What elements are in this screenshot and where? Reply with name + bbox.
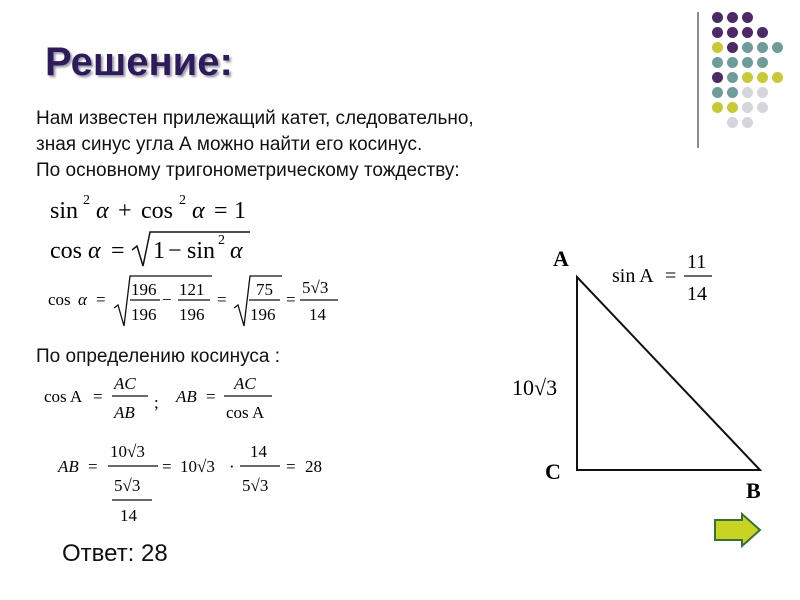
identity-alpha-2: α	[192, 198, 205, 224]
right-arrow-icon	[712, 512, 764, 552]
intro-line-1: Нам известен прилежащий катет, следовательно,	[36, 108, 474, 129]
identity-sin: sin	[50, 198, 79, 224]
abcalc-f-num: 14	[250, 442, 267, 461]
cosalpha-eq: =	[111, 238, 125, 264]
identity-eq: =	[214, 198, 228, 224]
abcalc-dot: ·	[229, 457, 235, 476]
cosalpha-alpha-2: α	[230, 238, 243, 264]
cosdef-lhs: cos A	[44, 387, 83, 406]
cosdef-sep: ;	[154, 393, 159, 412]
cosval-f3-num: 75	[256, 280, 273, 299]
cosval-f1-num: 196	[131, 280, 157, 299]
cos-definition-formula	[44, 374, 272, 422]
svg-text:=: =	[88, 457, 98, 476]
sin-a-label: sin A	[612, 265, 654, 287]
svg-text:=: =	[93, 387, 103, 406]
identity-formula	[50, 193, 246, 224]
triangle-shape	[577, 277, 760, 470]
identity-alpha-1: α	[96, 198, 109, 224]
cosdef-den: AB	[114, 403, 135, 422]
cosval-f2-den: 196	[179, 305, 205, 324]
cosval-minus: −	[162, 290, 172, 309]
side-ac-label: 10√3	[512, 375, 558, 400]
svg-text:=: =	[162, 457, 172, 476]
identity-cos: cos	[141, 198, 173, 224]
cosval-f3-den: 196	[250, 305, 276, 324]
cosalpha-one: 1	[153, 238, 165, 264]
abcalc-result: 28	[305, 457, 322, 476]
abcalc-top-num: 10√3	[110, 442, 145, 461]
abcalc-r1: 10√3	[180, 457, 215, 476]
vertex-b-label: B	[746, 478, 761, 503]
cosval-eq-1: =	[96, 290, 106, 309]
identity-one: 1	[234, 198, 246, 224]
cosdef-ab: AB	[176, 387, 197, 406]
cosval-f2-num: 121	[179, 280, 205, 299]
cosdef-ab-num: AC	[234, 374, 256, 393]
cosval-res-den: 14	[309, 305, 326, 324]
cosalpha-sin: sin	[187, 238, 216, 264]
cosval-f1-den: 196	[131, 305, 157, 324]
cosval-eq-3: =	[286, 290, 296, 309]
cosalpha-exp: 2	[218, 233, 225, 248]
cosalpha-alpha: α	[88, 238, 101, 264]
cos-alpha-formula	[50, 232, 250, 266]
slide-title: Решение:	[45, 40, 233, 84]
sin-a-num: 11	[687, 251, 707, 273]
intro-line-3: По основному тригонометрическому тождеству:	[36, 160, 460, 181]
cosval-eq-2: =	[217, 290, 227, 309]
svg-text:=: =	[665, 265, 677, 287]
ab-calculation-formula	[57, 442, 322, 525]
abcalc-ab: AB	[58, 457, 79, 476]
cosval-cos: cos	[48, 290, 71, 309]
cosdef-ab-den: cos A	[226, 403, 265, 422]
cos-value-formula	[48, 276, 338, 326]
cosalpha-minus: −	[168, 238, 182, 264]
cosval-alpha: α	[78, 290, 87, 309]
cosdef-num: AC	[114, 374, 136, 393]
next-slide-button[interactable]	[712, 512, 764, 557]
abcalc-mid-den: 14	[120, 506, 137, 525]
identity-sin-exp: 2	[83, 193, 90, 208]
cosalpha-cos: cos	[50, 238, 82, 264]
sin-a-den: 14	[687, 283, 707, 305]
vertex-a-label: A	[553, 246, 569, 271]
triangle-figure	[512, 246, 761, 503]
abcalc-f-den: 5√3	[242, 476, 269, 495]
intro-line-2: зная синус угла А можно найти его косинус.	[36, 134, 423, 155]
definition-label: По определению косинуса :	[36, 346, 280, 367]
svg-text:=: =	[206, 387, 216, 406]
svg-text:=: =	[286, 457, 296, 476]
cosval-res-num: 5√3	[302, 278, 329, 297]
answer-text: Ответ: 28	[62, 540, 168, 567]
identity-plus: +	[118, 198, 132, 224]
abcalc-mid-num: 5√3	[114, 476, 141, 495]
identity-cos-exp: 2	[179, 193, 186, 208]
vertex-c-label: C	[545, 459, 561, 484]
